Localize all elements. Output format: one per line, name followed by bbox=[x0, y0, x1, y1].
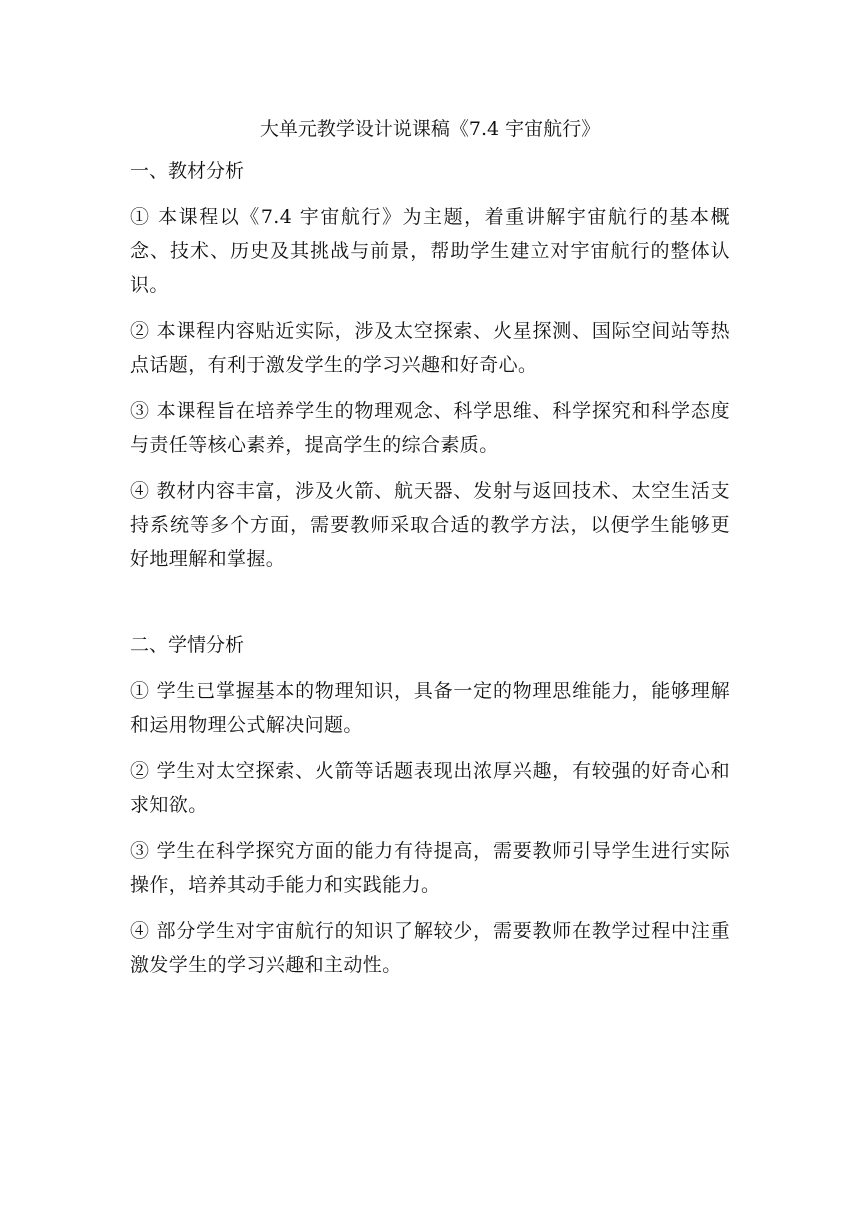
paragraph: ④ 教材内容丰富，涉及火箭、航天器、发射与返回技术、太空生活支持系统等多个方面，需要教师采取合适的教学方法，以便学生能够更好地理解和掌握。 bbox=[130, 480, 730, 570]
document-title: 大单元教学设计说课稿《7.4 宇宙航行》 bbox=[259, 118, 601, 140]
section-heading: 二、学情分析 bbox=[130, 634, 245, 656]
document-body bbox=[130, 112, 730, 982]
section-spacer bbox=[130, 576, 730, 620]
paragraph: ② 本课程内容贴近实际，涉及太空探索、火星探测、国际空间站等热点话题，有利于激发学生的学习兴趣和好奇心。 bbox=[130, 320, 730, 376]
paragraph: ② 学生对太空探索、火箭等话题表现出浓厚兴趣，有较强的好奇心和求知欲。 bbox=[130, 760, 730, 816]
section-student-analysis bbox=[130, 628, 730, 982]
section-heading: 一、教材分析 bbox=[130, 160, 245, 182]
paragraph: ③ 学生在科学探究方面的能力有待提高，需要教师引导学生进行实际操作，培养其动手能力和实践能力。 bbox=[130, 840, 730, 896]
section-textbook-analysis bbox=[130, 154, 730, 576]
paragraph: ① 本课程以《7.4 宇宙航行》为主题，着重讲解宇宙航行的基本概念、技术、历史及其挑战与前景，帮助学生建立对宇宙航行的整体认识。 bbox=[130, 206, 730, 296]
paragraph: ① 学生已掌握基本的物理知识，具备一定的物理思维能力，能够理解和运用物理公式解决问题。 bbox=[130, 680, 730, 736]
paragraph: ④ 部分学生对宇宙航行的知识了解较少，需要教师在教学过程中注重激发学生的学习兴趣和主动性。 bbox=[130, 920, 730, 976]
paragraph: ③ 本课程旨在培养学生的物理观念、科学思维、科学探究和科学态度与责任等核心素养，提高学生的综合素质。 bbox=[130, 400, 730, 456]
